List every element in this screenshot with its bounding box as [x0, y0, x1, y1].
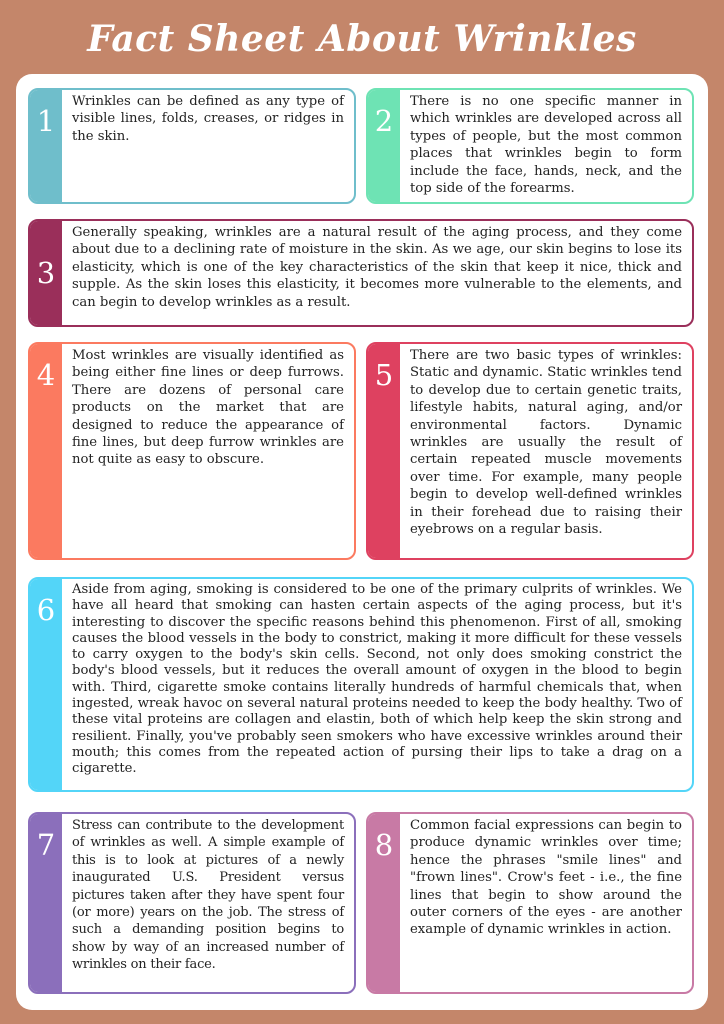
fact-text-6: Aside from aging, smoking is considered to be one of the primary culprits of wrinkles. We have all heard that smoking can hasten certain aspects of the aging process, but it's interesting to discover the specific reasons behind this phenomenon. First of all, smoking causes the blood vessels in the body to constrict, making it more difficult for these vessels to carry oxygen to the body's skin cells. Second, not only does smoking constrict the body's blood vessels, but it reduces the overall amount of oxygen in the blood to begin with. Third, cigarette smoke contains literally hundreds of harmful chemicals that, when ingested, wreak havoc on several natural proteins needed to keep the body healthy. Two of these vital proteins are collagen and elastin, both of which help keep the skin strong and resilient. Finally, you've probably seen smokers who have excessive wrinkles around their mouth; this comes from the repeated action of pursing their lips to take a drag on a cigarette. — [72, 582, 682, 777]
fact-text-7: Stress can contribute to the development of wrinkles as well. A simple example of this is to look at pictures of a newly inaugurated U.S. President versus pictures taken after they have spent four (or more) years on the job. The stress of such a demanding position begins to show by way of an increased number of wrinkles on their face. — [72, 818, 344, 973]
fact-text-5: There are two basic types of wrinkles: Static and dynamic. Static wrinkles tend to develop due to certain genetic traits, lifestyle habits, natural aging, and/or environmental factors. Dynamic wrinkles are usually the result of certain repeated muscle movements over time. For example, many people begin to develop well-defined wrinkles in their forehead due to raising their eyebrows on a regular basis. — [410, 348, 682, 538]
fact-text-2: There is no one specific manner in which wrinkles are developed across all types of people, but the most common places that wrinkles begin to form include the face, hands, neck, and the top side of the forearms. — [410, 94, 682, 197]
fact-number-2: 2 — [368, 90, 400, 202]
fact-number-8: 8 — [368, 814, 400, 992]
fact-text-1: Wrinkles can be defined as any type of visible lines, folds, creases, or ridges in the skin. — [72, 94, 344, 144]
fact-number-3: 3 — [30, 221, 62, 325]
fact-number-1: 1 — [30, 90, 62, 202]
fact-card-2 — [366, 88, 694, 204]
fact-number-6: 6 — [30, 579, 62, 790]
fact-text-3: Generally speaking, wrinkles are a natural result of the aging process, and they come about due to a declining rate of moisture in the skin. As we age, our skin begins to lose its elasticity, which is one of the key characteristics of the skin that keep it nice, thick and supple. As the skin loses this elasticity, it becomes more vulnerable to the elements, and can begin to develop wrinkles as a result. — [72, 225, 682, 310]
fact-number-7: 7 — [30, 814, 62, 992]
fact-card-4 — [28, 342, 356, 560]
fact-card-3 — [28, 219, 694, 327]
fact-card-5 — [366, 342, 694, 560]
fact-card-8 — [366, 812, 694, 994]
fact-card-7 — [28, 812, 356, 994]
fact-number-4: 4 — [30, 344, 62, 558]
fact-card-6 — [28, 577, 694, 792]
fact-number-5: 5 — [368, 344, 400, 558]
fact-card-1 — [28, 88, 356, 204]
page-title: Fact Sheet About Wrinkles — [87, 18, 637, 60]
fact-text-4: Most wrinkles are visually identified as being either fine lines or deep furrows. There are dozens of personal care products on the market that are designed to reduce the appearance of fine lines, but deep furrow wrinkles are not quite as easy to obscure. — [72, 348, 344, 468]
fact-text-8: Common facial expressions can begin to produce dynamic wrinkles over time; hence the phrases "smile lines" and "frown lines". Crow's feet - i.e., the fine lines that begin to show around the outer corners of the eyes - are another example of dynamic wrinkles in action. — [410, 818, 682, 938]
